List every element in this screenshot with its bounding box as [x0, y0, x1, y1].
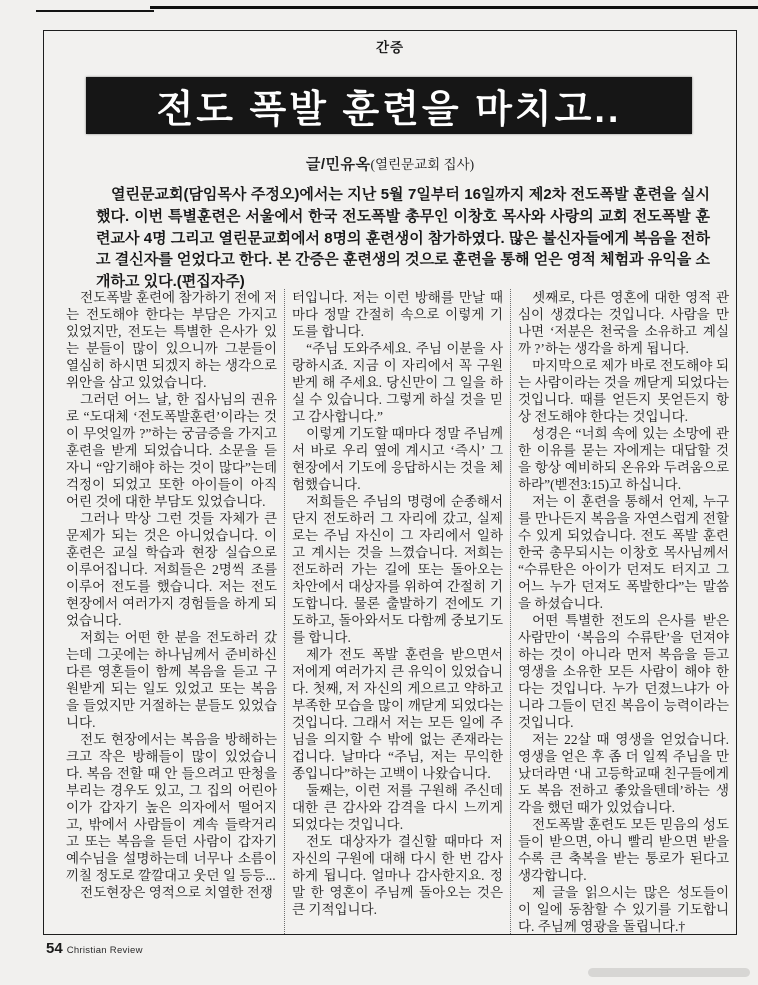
text-column-3: [518, 289, 729, 934]
paragraph: 저희는 어떤 한 분을 전도하러 갔는데 그곳에는 하나님께서 준비하신 다른 영혼들이 함께 복음을 듣고 구원받게 되는 일도 있었고 또는 복음을 들었지만 거절하는 분들도 있었습니다.: [66, 630, 277, 730]
paragraph: 저는 22살 때 영생을 얻었습니다. 영생을 얻은 후 좀 더 일찍 주님을 만났더라면 ‘내 고등학교때 친구들에게도 복음 전하고 좋았을텐데’하는 생각을 했던 때가 있었습니다.: [518, 732, 729, 815]
paragraph: 그러던 어느 날, 한 집사님의 권유로 “도대체 ‘전도폭발훈련’이라는 것이 무엇일까 ?”하는 궁금증을 가지고 훈련을 받게 되었습니다. 소문을 듣자니 “암기해야 하는 것이 많다”는데 걱정이 되었고 또한 아이들이 아직 어린 것에 대한 부담도 있었습니다.: [66, 392, 277, 509]
scan-artifact-smudge: [588, 968, 750, 977]
page-number: 54: [46, 940, 63, 957]
byline-author: 글/민유옥: [305, 156, 371, 173]
paragraph: 전도 대상자가 결신할 때마다 저 자신의 구원에 대해 다시 한 번 감사하게 됩니다. 얼마나 감사한지요. 정말 한 영혼이 주님께 돌아오는 것은 큰 기적입니다.: [292, 834, 503, 917]
text-column-2: [292, 289, 503, 934]
paragraph: 성경은 “너희 속에 있는 소망에 관한 이유를 묻는 자에게는 대답할 것을 항상 예비하되 온유와 두려움으로 하라”(벧전3:15)고 하십니다.: [518, 426, 729, 492]
byline: [44, 153, 736, 174]
article-body: [66, 289, 729, 934]
paragraph: 제가 전도 폭발 훈련을 받으면서 저에게 여러가지 큰 유익이 있었습니다. 첫째, 저 자신의 게으르고 약하고 부족한 모습을 많이 깨닫게 되었다는 것입니다. 그래서 저는 모든 일에 주님을 의지할 수 밖에 없는 존재라는 겁니다. 날마다 “주님, 저는 무익한 종입니다”하는 고백이 나왔습니다.: [292, 647, 503, 781]
paragraph: 그러나 막상 그런 것들 자체가 큰 문제가 되는 것은 아니었습니다. 이 훈련은 교실 학습과 현장 실습으로 이루어집니다. 저희들은 2명씩 조를 이루어 전도를 했습니다. 저는 전도 현장에서 여러가지 경험들을 하게 되었습니다.: [66, 511, 277, 628]
paragraph: 전도폭발 훈련도 모든 믿음의 성도들이 받으면, 아니 빨리 받으면 받을수록 큰 축복을 받는 통로가 된다고 생각합니다.: [518, 817, 729, 883]
category-label: 간증: [375, 40, 405, 55]
column-divider: [510, 289, 511, 934]
paragraph: 전도 현장에서는 복음을 방해하는 크고 작은 방해들이 많이 있었습니다. 복음 전할 때 안 들으려고 딴청을 부리는 경우도 있고, 그 집의 어린아이가 갑자기 높은 의자에서 떨어지고, 밖에서 사람들이 계속 들락거리고 또는 복음을 듣던 사람이 갑자기 예수님을 설명하는데 너무나 소름이 끼칠 정도로 깔깔대고 웃던 일 등등...: [66, 732, 277, 883]
paragraph: 전도폭발 훈련에 참가하기 전에 저는 전도해야 한다는 부담은 가지고 있었지만, 전도는 특별한 은사가 있는 분들이 많이 있으니까 그분들이 열심히 하시면 되겠지 하는 생각으로 위안을 삼고 있었습니다.: [66, 290, 277, 390]
paragraph: 터입니다. 저는 이런 방해를 만날 때마다 정말 간절히 속으로 이렇게 기도를 합니다.: [292, 290, 503, 339]
article-border-box: [43, 30, 737, 935]
scan-artifact-line: [150, 6, 758, 9]
paragraph: 제 글을 읽으시는 많은 성도들이 이 일에 동참할 수 있기를 기도합니다. 주님께 영광을 돌립니다.†: [518, 885, 729, 934]
paragraph: 전도현장은 영적으로 치열한 전쟁: [80, 885, 273, 900]
paragraph: 저희들은 주님의 명령에 순종해서 단지 전도하러 그 자리에 갔고, 실제로는 주님 자신이 그 자리에서 일하고 계시는 것을 느꼈습니다. 저희는 전도하러 가는 길에 또는 돌아오는 차안에서 대상자를 위하여 간절히 기도합니다. 물론 출발하기 전에도 기도하고, 돌아와서도 다함께 중보기도를 합니다.: [292, 494, 503, 645]
page-footer: [46, 940, 143, 957]
paragraph: 셋째로, 다른 영혼에 대한 영적 관심이 생겼다는 것입니다. 사람을 만나면 ‘저분은 천국을 소유하고 계실까 ?’하는 생각을 하게 됩니다.: [518, 290, 729, 356]
page-title: 전도 폭발 훈련을 마치고..: [156, 89, 622, 131]
paragraph: 이렇게 기도할 때마다 정말 주님께서 바로 우리 옆에 계시고 ‘즉시’ 그 현장에서 기도에 응답하시는 것을 체험했습니다.: [292, 426, 503, 492]
paragraph: 마지막으로 제가 바로 전도해야 되는 사람이라는 것을 깨닫게 되었다는 것입니다. 때를 얻든지 못얻든지 항상 전도해야 한다는 것입니다.: [518, 358, 729, 424]
article-title-banner: [86, 77, 692, 134]
scan-artifact-line: [36, 10, 154, 12]
column-divider: [284, 289, 285, 934]
intro-paragraph: 열린문교회(담임목사 주정오)에서는 지난 5월 7일부터 16일까지 제2차 전도폭발 훈련을 실시했다. 이번 특별훈련은 서울에서 한국 전도폭발 총무인 이창호 목사와 사랑의 교회 전도폭발 훈련교사 4명 그리고 열린문교회에서 8명의 훈련생이 참가하였다. 많은 불신자들에게 복음을 전하고 결신자를 얻었다고 한다. 본 간증은 훈련생의 것으로 훈련을 통해 얻은 영적 체험과 유익을 소개하고 있다.(편집자주): [96, 186, 710, 291]
byline-affiliation: (열린문교회 집사): [370, 157, 475, 172]
text-column-1: [66, 289, 277, 934]
paragraph: 어떤 특별한 전도의 은사를 받은 사람만이 ‘복음의 수류탄’을 던져야 하는 것이 아니라 먼저 복음을 듣고 영생을 소유한 모든 사람이 해야 한다는 것입니다. 누가 던졌느냐가 아니라 그들이 던진 복음이 능력이라는 것입니다.: [518, 613, 729, 730]
paragraph: 저는 이 훈련을 통해서 언제, 누구를 만나든지 복음을 자연스럽게 전할 수 있게 되었습니다. 전도 폭발 훈련 한국 총무되시는 이창호 목사님께서 “수류탄은 아이가 던져도 터지고 그 어느 누가 던져도 폭발한다”는 말씀을 하셨습니다.: [518, 494, 729, 611]
magazine-name: Christian Review: [66, 945, 143, 956]
paragraph: 둘째는, 이런 저를 구원해 주신데 대한 큰 감사와 감격을 다시 느끼게 되었다는 것입니다.: [292, 783, 503, 832]
paragraph: “주님 도와주세요. 주님 이분을 사랑하시죠. 지금 이 자리에서 꼭 구원받게 해 주세요. 당신만이 그 일을 하실 수 있습니다. 그렇게 하실 것을 믿고 감사합니다.”: [292, 341, 503, 424]
